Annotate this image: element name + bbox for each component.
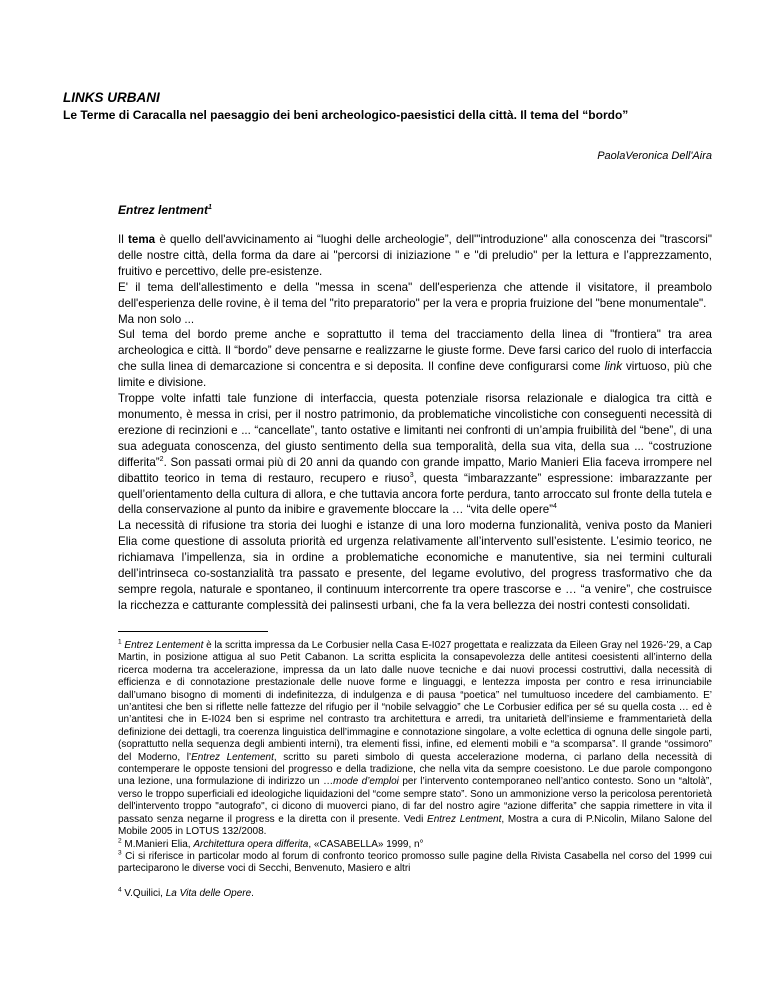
footnote-1 [118, 640, 712, 839]
text-run: Il [118, 233, 129, 246]
paragraph-3: Ma non solo ... [118, 312, 195, 326]
text-run: , «CASABELLA» 1999, n° [308, 838, 424, 850]
italic-term: mode d’emploi [333, 776, 399, 788]
italic-term: Entrez Lentement [124, 640, 204, 651]
footnote-number: 2 [118, 837, 122, 845]
footnote-3 [118, 851, 712, 876]
italic-term: Entrez Lentement [191, 751, 274, 763]
footnotes [118, 640, 712, 900]
text-run: Sul tema del bordo preme anche e soprattutto il tema del tracciamento della linea di "frontiera" tra area archeologica e città. Il “bordo” deve pensarne e realizzarne le giuste forme. Deve farsi carico del ruolo di interfaccia che sulla linea di demarcazione si concentra e si deposita. Il confine deve configurarsi come [118, 328, 712, 374]
paragraph-4 [118, 327, 712, 391]
footnote-ref-1: 1 [208, 204, 212, 211]
footnote-number: 3 [118, 849, 122, 857]
footnote-ref-4: 4 [553, 503, 557, 511]
author-name: PaolaVeronica Dell'Aira [597, 150, 712, 162]
text-run: Ci si riferisce in particolar modo al forum di confronto teorico promosso sulle pagine della Rivista Casabella nel corso del 1999 cui parteciparono le diverse voci di Secchi, Benvenuto, Masiero e altri [118, 850, 712, 875]
text-run: è quello dell'avvicinamento ai “luoghi delle archeologie”, dell'"introduzione" alla conoscenza dei "trascorsi" delle nostre città, della forma da dare ai "percorsi di iniziazione " e "di preludio" per la lettura e l’apprezzamento, fruitivo e percettivo, delle pre-esistenze. [118, 233, 712, 278]
text-run: . Son passati ormai più di 20 anni da quando con grande impatto, Mario Manieri Elia faceva irrompere nel dibattito teorico in tema di restauro, recupero e riuso [118, 455, 712, 485]
footnote-separator [118, 631, 268, 632]
footnote-2 [118, 839, 712, 851]
footnote-ref-2: 2 [159, 455, 164, 463]
footnote-ref-3: 3 [409, 471, 414, 479]
document-title: LINKS URBANI [63, 90, 160, 105]
footnote-number: 4 [118, 886, 122, 894]
italic-term: Entrez Lentment [427, 813, 502, 825]
section-heading [118, 203, 212, 217]
bold-term: tema [128, 233, 156, 246]
body-text [118, 232, 712, 614]
text-run: Troppe volte infatti tale funzione di interfaccia, questa potenziale risorsa relazionale e dialogica tra città e monumento, è messa in crisi, per il nostro patrimonio, da problematiche vincolistiche con conseguenti necessità di erezione di recinzioni e ... “cancellate”, tanto ostative e limitanti nei confronti di un’ampia fruibilità del “bene”, di una sua adeguata conoscenza, del giusto sentimento della sua temporalità, della sua vita, della sua ... “costruzione differita” [118, 392, 712, 469]
text-run: è la scritta impressa da Le Corbusier nella Casa E-I027 progettata e realizzata da Eileen Gray nel 1926-’29, a Cap Martin, in posizione attigua al suo Petit Cabanon. La scritta esplicita la consapevolezza delle antitesi coesistenti all’interno della ricerca moderna tra accelerazione, impressa da un lato dalle nuove tecniche e dai nuovi processi costruttivi, dalla necessità di efficienza e di connotazione prestazionale delle nuove forme e linguaggi, e lentezza imposta per contro e resa irrinunciabile dall’umano bisogno di momenti di indefinitezza, di indulgenza e di pausa “poetica” nel tumultuoso incedere del cambiamento. E’ un’antitesi che ben si riflette nelle fattezze del rifugio per il “nobile selvaggio” che Le Corbusier edifica per sé su quella costa … ed è un’antitesi che in E-I024 ben si esprime nel contrasto tra architettura e arredi, tra unitarietà dell’insieme e frammentarietà della definizione dei dettagli, tra coerenza linguistica dell’immagine e connotazione singolare, a volte eclettica di ognuna delle singole parti, (soprattutto nella sequenza degli ambienti interni), tra elementi fissi, infine, ed elementi mobili e “a scomparsa”. Il grande “ossimoro” del Moderno, l’ [118, 640, 712, 763]
text-run: per l’intervento contemporaneo nell’antico contesto. Sono un “altolà”, verso le troppo superficiali ed ideologiche liquidazioni del “come sempre stato”. Sono un ammonizione verso la pericolosa perentorietà dell'intervento troppo "autografo", ci dicono di muoverci piano, di far del nostro agire “azione differita” che sappia rimettere in vita il passato senza negarne il progress e la diretta con il presente. Vedi [118, 776, 712, 825]
document-subtitle: Le Terme di Caracalla nel paesaggio dei beni archeologico-paesistici della città. Il tema del “bordo” [63, 108, 629, 122]
text-run: M.Manieri Elia, [121, 838, 194, 850]
italic-term: link [604, 360, 623, 374]
footnote-number: 1 [118, 638, 122, 646]
paragraph-6: La necessità di rifusione tra storia dei luoghi e istanze di una loro moderna funzionalità, veniva posto da Manieri Elia come questione di assoluta priorità ed urgenza relativamente all’intervento sull’esistente. L’esimio teorico, ne richiamava l’impellenza, sia in ordine a problematiche economiche e manutentive, sia nei termini culturali dell’intrinseca co-sostanzialità tra passato e presente, del legame evolutivo, del progress trasformativo che da sempre regola, naturale e spontaneo, il continuum intercorrente tra opere trascorse e … “a venire”, che costruisce la ricchezza e catturante complessità dei palinsesti urbani, che fa la vera bellezza dei nostri contesti consolidati. [118, 519, 712, 612]
paragraph-5 [118, 391, 712, 518]
section-heading-text: Entrez lentment [118, 203, 209, 217]
text-run: , questa “imbarazzante” espressione: imbarazzante per quell’orientamento della cultura di allora, e che tuttavia ancora forte perdura, tanto arroccato sul fronte della tutela e della conservazione al punto da inibire e gravemente bloccare la … “vita delle opere” [118, 471, 712, 517]
text-run: virtuoso, più che limite e divisione. [118, 360, 712, 390]
paragraph-1 [118, 232, 712, 280]
paragraph-2: E' il tema dell'allestimento e della "messa in scena" dell'esperienza che attende il visitatore, il preambolo dell'esperienza delle rovine, è il tema del "rito preparatorio" per la vera e propria fruizione del "bene monumentale". [118, 280, 712, 310]
text-run: , scritto su pareti simbolo di questa accelerazione moderna, ci parlano della necessità di contemperare le opposte tensioni del progresso e della tradizione, che nella vita da sempre coesistono. Le due parole compongono una lezione, una formulazione di indirizzo un … [118, 751, 712, 788]
text-run: , Mostra a cura di P.Nicolin, Milano Salone del Mobile 2005 in LOTUS 132/2008. [118, 813, 712, 838]
italic-term: La Vita delle Opere [165, 887, 252, 899]
text-run: . [251, 887, 254, 899]
italic-term: Architettura opera differita [193, 838, 309, 850]
footnote-4 [118, 888, 712, 900]
text-run: V.Quilici, [121, 887, 166, 899]
footnote-gap [118, 876, 712, 888]
